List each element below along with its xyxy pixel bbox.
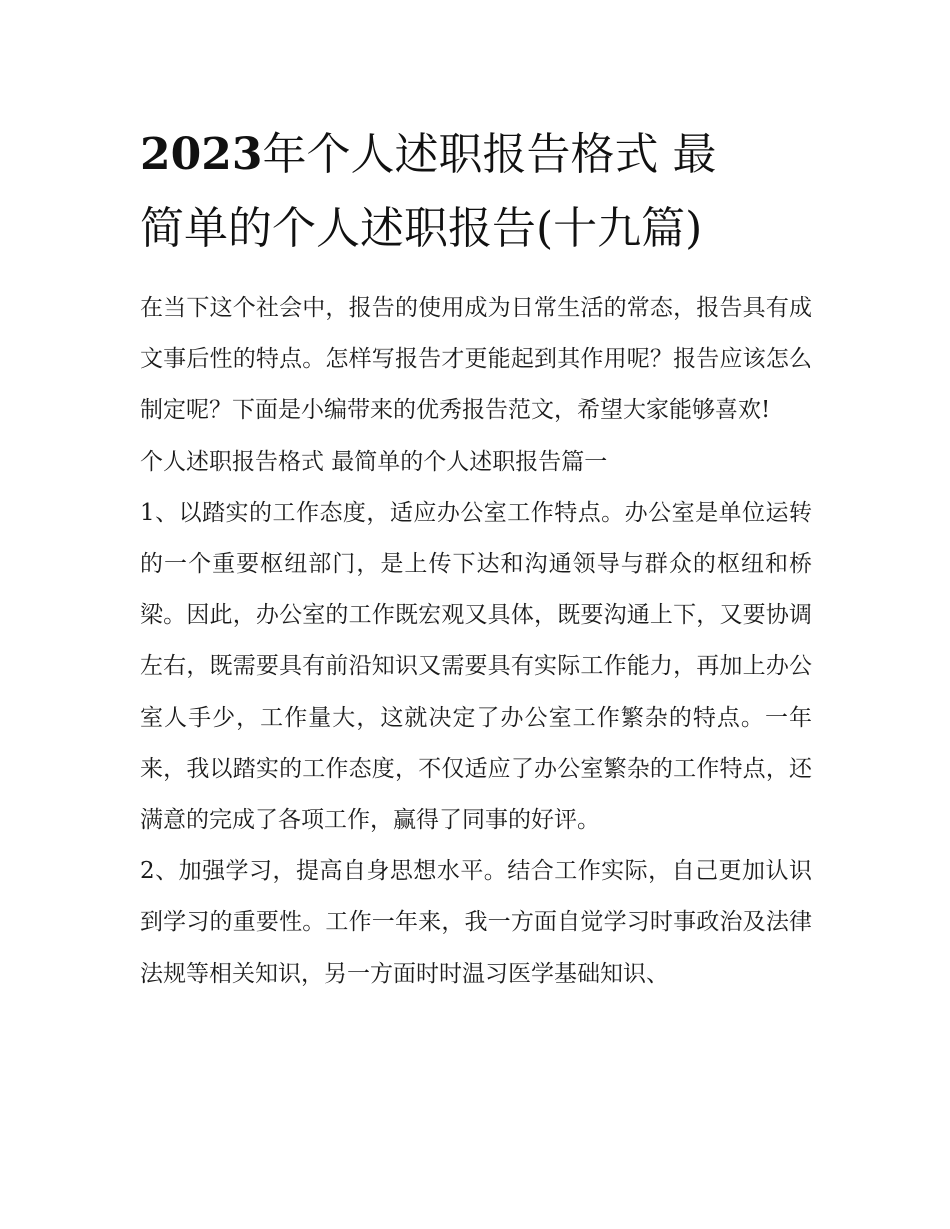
title-line-2: 简单的个人述职报告(十九篇) xyxy=(140,203,703,254)
title-line-1: 年个人述职报告格式 最 xyxy=(262,129,717,180)
title-year: 2023 xyxy=(140,129,263,180)
point-2-paragraph: 2、加强学习，提高自身思想水平。结合工作实际，自己更加认识到学习的重要性。工作一年来，我一方面自觉学习时事政治及法律法规等相关知识，另一方面时时温习医学基础知识、 xyxy=(140,858,812,987)
document-body xyxy=(140,283,812,1000)
point-1-paragraph: 1、以踏实的工作态度，适应办公室工作特点。办公室是单位运转的一个重要枢纽部门，是上传下达和沟通领导与群众的枢纽和桥梁。因此，办公室的工作既宏观又具体，既要沟通上下，又要协调左右，既需要具有前沿知识又需要具有实际工作能力，再加上办公室人手少，工作量大，这就决定了办公室工作繁杂的特点。一年来，我以踏实的工作态度，不仅适应了办公室繁杂的工作特点，还满意的完成了各项工作，赢得了同事的好评。 xyxy=(140,499,812,834)
document-title xyxy=(140,118,812,266)
document-content xyxy=(140,118,812,1000)
section-heading: 个人述职报告格式 最简单的个人述职报告篇一 xyxy=(140,448,608,475)
intro-paragraph: 在当下这个社会中，报告的使用成为日常生活的常态，报告具有成文事后性的特点。怎样写报告才更能起到其作用呢？报告应该怎么制定呢？下面是小编带来的优秀报告范文，希望大家能够喜欢! xyxy=(140,295,812,424)
